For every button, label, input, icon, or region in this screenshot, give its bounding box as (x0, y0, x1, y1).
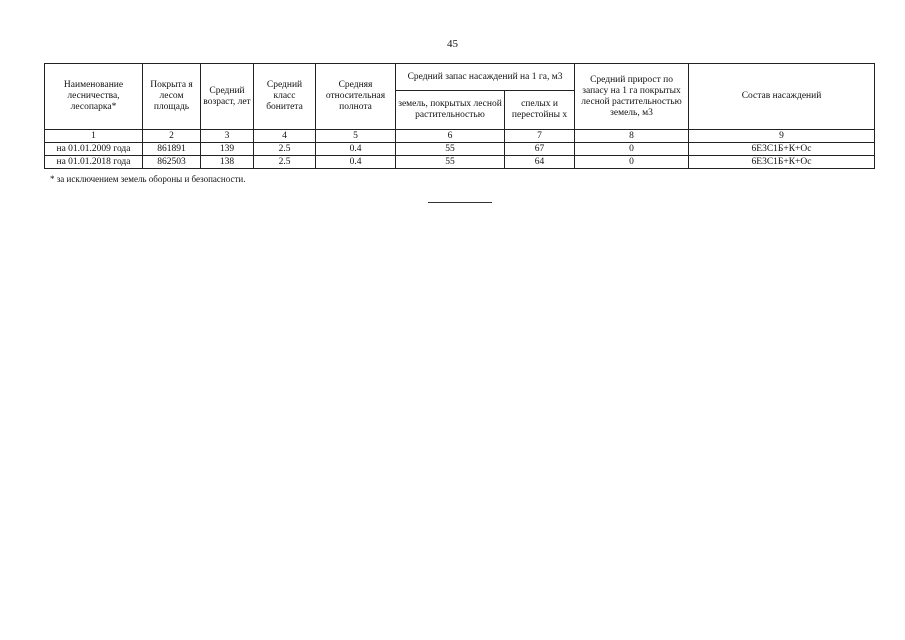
header-avg-stock: Средний запас насаждений на 1 га, м3 (396, 64, 575, 91)
cell-density: 0.4 (316, 143, 396, 156)
column-number: 7 (505, 130, 575, 143)
table-footnote: * за исключением земель обороны и безопасности. (50, 174, 246, 184)
column-number: 3 (201, 130, 254, 143)
header-stock-forest: земель, покрытых лесной растительностью (396, 91, 505, 130)
header-avg-age: Средний возраст, лет (201, 64, 254, 130)
forest-stand-table (44, 63, 875, 169)
cell-age: 138 (201, 156, 254, 169)
table-row (45, 143, 875, 156)
cell-density: 0.4 (316, 156, 396, 169)
column-number: 1 (45, 130, 143, 143)
column-number: 2 (143, 130, 201, 143)
header-name: Наименование лесничества, лесопарка* (45, 64, 143, 130)
cell-area: 861891 (143, 143, 201, 156)
header-avg-increment: Средний прирост по запасу на 1 га покрытых лесной растительностью земель, м3 (575, 64, 689, 130)
header-composition: Состав насаждений (689, 64, 875, 130)
cell-class: 2.5 (254, 156, 316, 169)
cell-stock-mature: 64 (505, 156, 575, 169)
column-number: 6 (396, 130, 505, 143)
column-number: 8 (575, 130, 689, 143)
table-row (45, 156, 875, 169)
cell-stock-mature: 67 (505, 143, 575, 156)
header-avg-density: Средняя относительная полнота (316, 64, 396, 130)
cell-increment: 0 (575, 156, 689, 169)
column-number: 4 (254, 130, 316, 143)
cell-area: 862503 (143, 156, 201, 169)
cell-stock-forest: 55 (396, 143, 505, 156)
page-number: 45 (447, 38, 458, 50)
column-number-row (45, 130, 875, 143)
cell-composition: 6Е3С1Б+К+Ос (689, 143, 875, 156)
row-label: на 01.01.2018 года (45, 156, 143, 169)
column-number: 9 (689, 130, 875, 143)
column-number: 5 (316, 130, 396, 143)
section-end-rule (428, 202, 492, 203)
cell-composition: 6Е3С1Б+К+Ос (689, 156, 875, 169)
header-stock-mature: спелых и перестойны х (505, 91, 575, 130)
header-forest-area: Покрыта я лесом площадь (143, 64, 201, 130)
cell-increment: 0 (575, 143, 689, 156)
cell-age: 139 (201, 143, 254, 156)
cell-stock-forest: 55 (396, 156, 505, 169)
row-label: на 01.01.2009 года (45, 143, 143, 156)
cell-class: 2.5 (254, 143, 316, 156)
header-avg-class: Средний класс бонитета (254, 64, 316, 130)
